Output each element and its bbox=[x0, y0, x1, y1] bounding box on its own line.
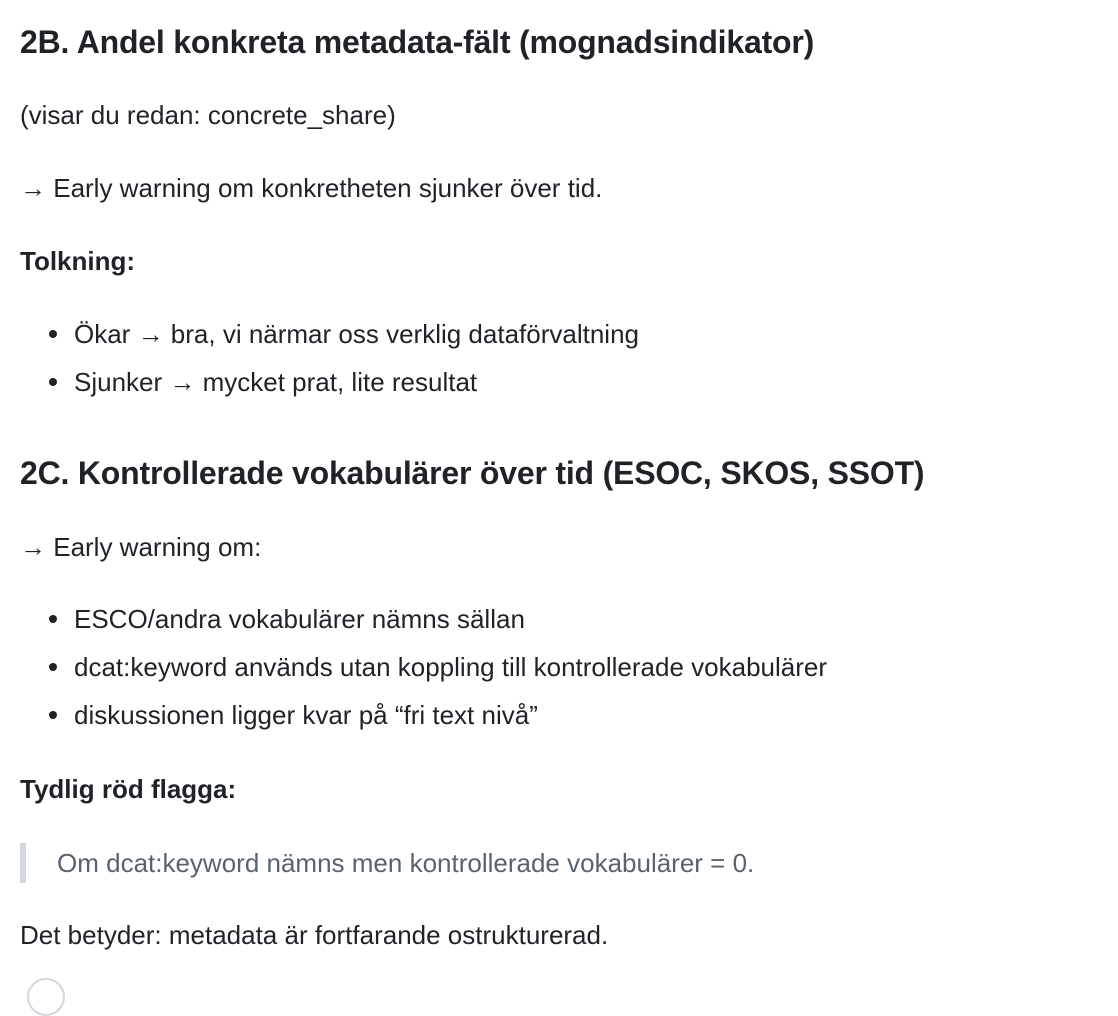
heading-2b: 2B. Andel konkreta metadata-fält (mognadsindikator) bbox=[20, 24, 815, 60]
warning-2c: → Early warning om: bbox=[20, 532, 262, 562]
interpretation-list bbox=[20, 318, 1100, 414]
red-flag-label: Tydlig röd flagga: bbox=[20, 774, 237, 804]
note-2b: (visar du redan: concrete_share) bbox=[20, 100, 396, 130]
conclusion: Det betyder: metadata är fortfarande ostrukturerad. bbox=[20, 920, 609, 950]
list-item: Ökar → bra, vi närmar oss verklig dataförvaltning bbox=[20, 318, 1100, 366]
heading-2c: 2C. Kontrollerade vokabulärer över tid (ESOC, SKOS, SSOT) bbox=[20, 455, 925, 491]
warning-2b: → Early warning om konkretheten sjunker över tid. bbox=[20, 173, 603, 203]
list-item: ESCO/andra vokabulärer nämns sällan bbox=[20, 603, 1100, 651]
list-item: dcat:keyword används utan koppling till kontrollerade vokabulärer bbox=[20, 651, 1100, 699]
red-flag-quote: Om dcat:keyword nämns men kontrollerade vokabulärer = 0. bbox=[20, 843, 754, 883]
warning-list bbox=[20, 603, 1100, 747]
list-item: diskussionen ligger kvar på “fri text nivå” bbox=[20, 699, 1100, 747]
interpretation-label: Tolkning: bbox=[20, 246, 136, 276]
list-item: Sjunker → mycket prat, lite resultat bbox=[20, 366, 1100, 414]
